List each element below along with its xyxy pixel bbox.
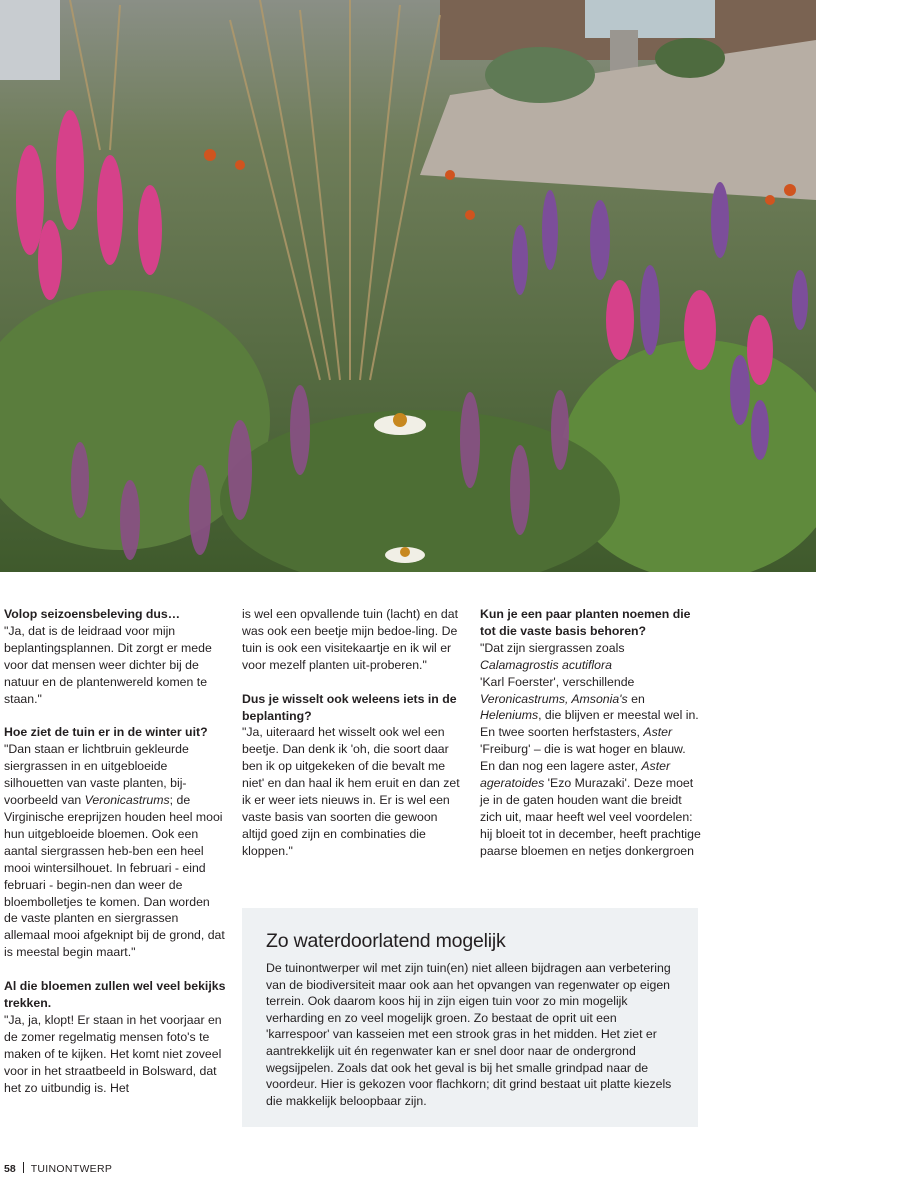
interview-answer: "Ja, dat is de leidraad voor mijn beplantingsplannen. Dit zorgt er mede voor dat mensen weer dichter bij de natuur en de plantenwereld komen te staan.": [4, 623, 212, 706]
article-column-3: [480, 606, 702, 860]
garden-photo: [0, 0, 816, 572]
magazine-name: TUINONTWERP: [30, 1163, 113, 1175]
article-column-1: [4, 606, 226, 1096]
interview-answer: "Ja, uiteraard het wisselt ook wel een beetje. Dan denk ik 'oh, die soort daar ben ik op uitgekeken of die bevalt me niet' en dan haal ik hem eruit en dan zet ik er weer iets nieuws in. Er is wel een vaste basis van soorten die gewoon altijd goed zijn en combinaties die kloppen.": [242, 725, 460, 858]
interview-answer: "Dat zijn siergrassen zoals Calamagrostis acutiflora 'Karl Foerster', verschillende Veronicastrums, Amsonia's en Heleniums, die blijven er meestal wel in. En twee soorten herfstasters, Aster 'Freiburg' – die is wat hoger en blauw. En dan nog een lagere aster, Aster ageratoides 'Ezo Murazaki'. Deze moet je in de gaten houden want die breidt zich uit, maar heeft wel veel voordelen: hij bloeit tot in december, heeft prachtige paarse bloemen en netjes donkergroen: [480, 640, 701, 858]
interview-question: Dus je wisselt ook weleens iets in de beplanting?: [242, 691, 457, 723]
sidebar-body: De tuinontwerper wil met zijn tuin(en) niet alleen bijdragen aan verbetering van de biodiversiteit maar ook aan het opvangen van regenwater op eigen terrein. Ook daarom koos hij in zijn eigen tuin voor zo min mogelijk verharding en zo veel mogelijk groen. Zo bestaat de oprit uit een 'karrespoor' van kasseien met een strook gras in het midden. Het ziet er aantrekkelijk uit én regenwater kan er snel door naar de ondergrond wegsijpelen. Zoals dat ook het geval is bij het smalle grindpad naar de voordeur. Hier is gekozen voor flachkorn; dit grind bestaat uit platte kiezels die makkelijk beloopbaar zijn.: [266, 961, 672, 1108]
garden-illustration: [0, 0, 816, 572]
page-number: 58: [4, 1163, 16, 1175]
interview-question: Kun je een paar planten noemen die tot die vaste basis behoren?: [480, 607, 691, 638]
interview-answer: "Dan staan er lichtbruin gekleurde siergrassen in en uitgebloeide silhouetten van vaste planten, bij-voorbeeld van Veronicastrums; de Virginische ereprijzen houden heel mooi hun uitgebloeide bloemen. Ook een aantal siergrassen heb-ben een heel mooi wintersilhouet. In februari - eind februari - begin-nen dan weer de bloembolletjes te komen. Dan worden de vaste planten en siergrassen allemaal mooi afgeknipt bij de grond, dat is meestal begin maart.": [4, 742, 225, 960]
sidebar-title: Zo waterdoorlatend mogelijk: [266, 930, 506, 952]
interview-question: Al die bloemen zullen wel veel bekijks trekken.: [4, 979, 226, 1011]
article-column-2: [242, 606, 464, 860]
interview-question: Hoe ziet de tuin er in de winter uit?: [4, 725, 208, 740]
page-footer: [4, 1162, 112, 1175]
interview-answer: is wel een opvallende tuin (lacht) en dat was ook een beetje mijn bedoe-ling. De tuin is ook een visitekaartje en ik wil er voor mezelf planten uit-proberen.": [242, 607, 459, 672]
sidebar-box: [242, 908, 698, 1127]
interview-answer: "Ja, ja, klopt! Er staan in het voorjaar en de zomer regelmatig mensen foto's te maken of te kijken. Het komt niet zoveel voor in het straatbeeld in Bolsward, dat het zo uitbundig is. Het: [4, 1012, 222, 1095]
footer-divider: [23, 1162, 24, 1173]
interview-question: Volop seizoensbeleving dus…: [4, 607, 181, 621]
